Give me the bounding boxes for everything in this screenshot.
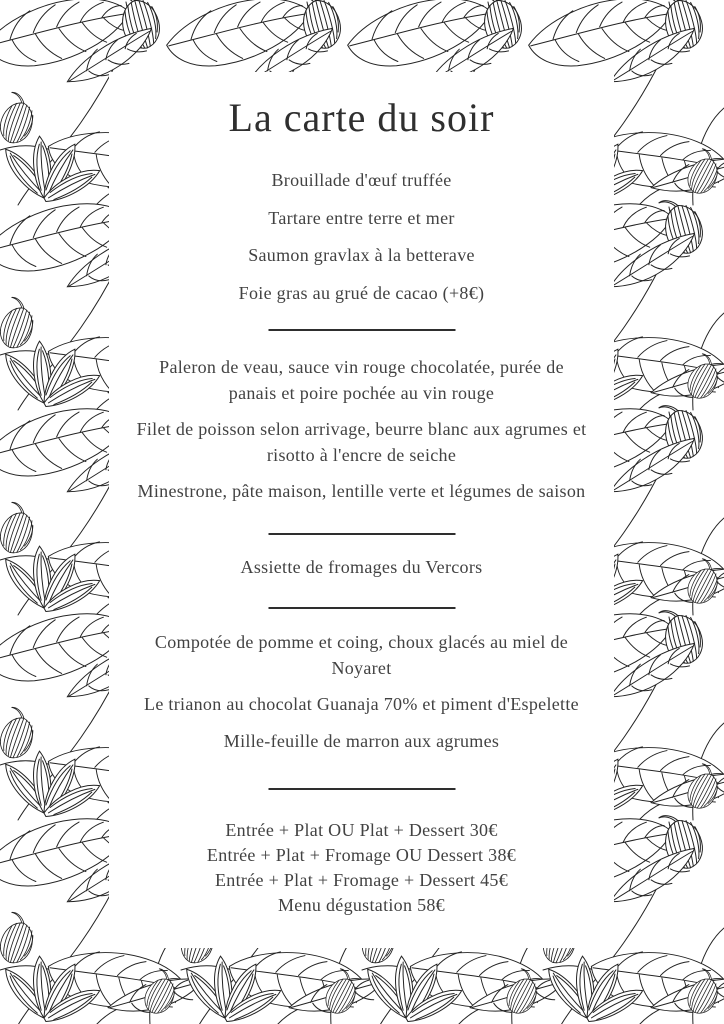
menu-item-starter: Brouillade d'œuf truffée bbox=[271, 170, 452, 190]
set-menu-price-line: Entrée + Plat + Fromage + Dessert 45€ bbox=[215, 870, 508, 890]
section-desserts bbox=[109, 630, 614, 765]
section-divider bbox=[268, 607, 455, 609]
menu-item-main: Paleron de veau, sauce vin rouge chocolatée, purée de panais et poire pochée au vin rouge bbox=[159, 357, 564, 403]
section-set-menus bbox=[109, 818, 614, 918]
section-divider bbox=[268, 329, 455, 331]
set-menu-price-line: Entrée + Plat + Fromage OU Dessert 38€ bbox=[206, 845, 517, 865]
menu-item-starter: Tartare entre terre et mer bbox=[268, 207, 455, 228]
section-divider bbox=[268, 533, 455, 535]
section-starters bbox=[109, 162, 614, 312]
menu-item-main: Minestrone, pâte maison, lentille verte et légumes de saison bbox=[137, 481, 586, 501]
menu-panel bbox=[109, 72, 614, 948]
menu-title: La carte du soir bbox=[228, 95, 495, 140]
section-cheese bbox=[109, 554, 614, 580]
set-menu-price-line: Menu dégustation 58€ bbox=[278, 895, 445, 915]
menu-item-dessert: Le trianon au chocolat Guanaja 70% et piment d'Espelette bbox=[144, 694, 579, 714]
menu-item-starter: Foie gras au grué de cacao (+8€) bbox=[238, 282, 485, 303]
menu-item-cheese: Assiette de fromages du Vercors bbox=[240, 557, 483, 577]
section-divider bbox=[268, 788, 455, 790]
menu-item-dessert: Mille-feuille de marron aux agrumes bbox=[223, 730, 500, 751]
set-menu-price-line: Entrée + Plat OU Plat + Dessert 30€ bbox=[225, 820, 498, 840]
section-mains bbox=[109, 355, 614, 516]
menu-item-starter: Saumon gravlax à la betterave bbox=[248, 245, 475, 265]
menu-item-dessert: Compotée de pomme et coing, choux glacés au miel de Noyaret bbox=[154, 632, 569, 678]
menu-item-main: Filet de poisson selon arrivage, beurre blanc aux agrumes et risotto à l'encre de seiche bbox=[136, 419, 587, 465]
